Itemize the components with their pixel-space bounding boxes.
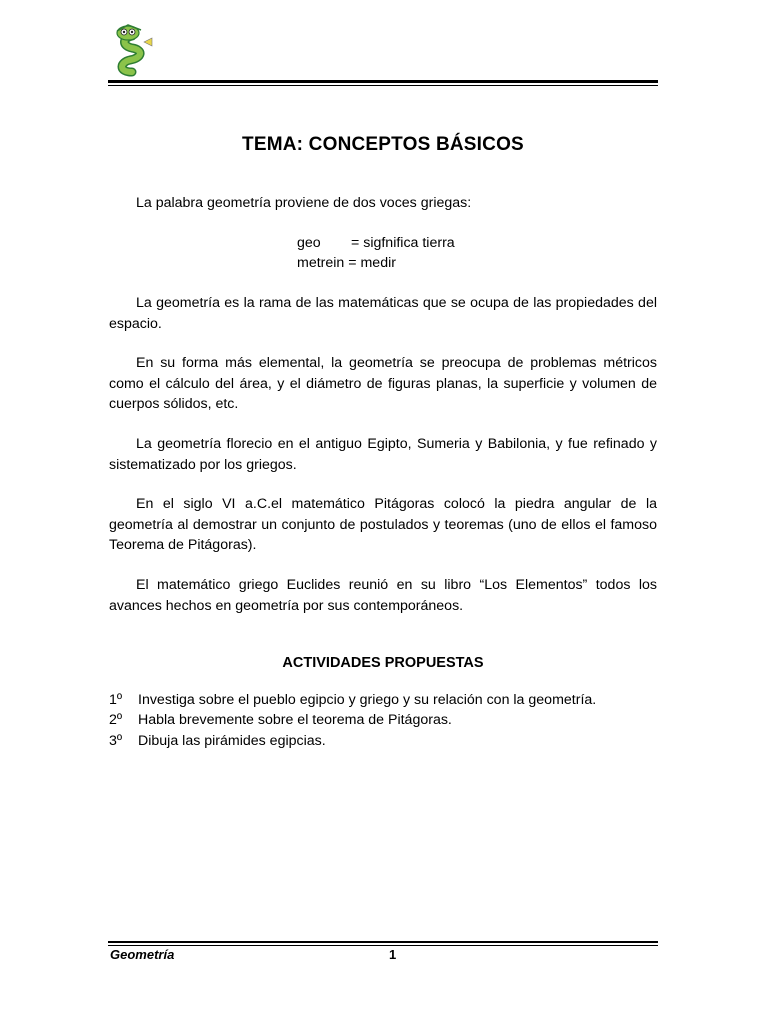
activity-text: Habla brevemente sobre el teorema de Pitágoras. [138,712,452,728]
header-rule-thin [108,85,658,86]
footer-rule [108,941,658,943]
paragraph [109,575,657,616]
intro-text: La palabra geometría proviene de dos voces griegas: [136,195,472,211]
footer-rule-thin [108,945,658,946]
definition-meaning: = medir [348,255,396,271]
paragraph-text: El matemático griego Euclides reunió en su libro “Los Elementos” todos los avances hechos en geometría por sus contemporáneos. [109,577,657,614]
activity-text: Dibuja las pirámides egipcias. [138,733,326,749]
worm-mascot-icon [108,22,156,78]
definition-term: metrein [297,255,345,271]
paragraph-text: En el siglo VI a.C.el matemático Pitágoras colocó la piedra angular de la geometría al demostrar un conjunto de postulados y teoremas (uno de ellos el famoso Teorema de Pitágoras). [109,496,657,553]
activity-number: 1º [109,692,123,708]
activity-item [109,710,452,730]
definition-geo [297,233,455,253]
header-rule [108,80,658,83]
activities-title: ACTIVIDADES PROPUESTAS [282,655,484,671]
definition-term: geo [297,235,321,251]
definition-meaning: = sigfnifica tierra [351,235,455,251]
paragraph [109,434,657,475]
intro-paragraph [109,193,657,214]
definition-metrein [297,253,396,273]
activity-item [109,731,326,751]
activity-text: Investiga sobre el pueblo egipcio y griego y su relación con la geometría. [138,692,597,708]
activity-number: 3º [109,733,123,749]
footer-subject: Geometría [110,947,175,962]
activity-number: 2º [109,712,123,728]
paragraph [109,494,657,556]
paragraph [109,293,657,334]
page-number: 1 [389,947,397,962]
paragraph-text: La geometría es la rama de las matemáticas que se ocupa de las propiedades del espacio. [109,295,657,332]
logo [108,22,156,78]
activity-item [109,690,596,710]
paragraph-text: En su forma más elemental, la geometría se preocupa de problemas métricos como el cálculo del área, y el diámetro de figuras planas, la superficie y volumen de cuerpos sólidos, etc. [109,355,657,412]
paragraph-text: La geometría florecio en el antiguo Egipto, Sumeria y Babilonia, y fue refinado y sistematizado por los griegos. [109,436,657,473]
page-title: TEMA: CONCEPTOS BÁSICOS [242,134,524,155]
paragraph [109,353,657,415]
